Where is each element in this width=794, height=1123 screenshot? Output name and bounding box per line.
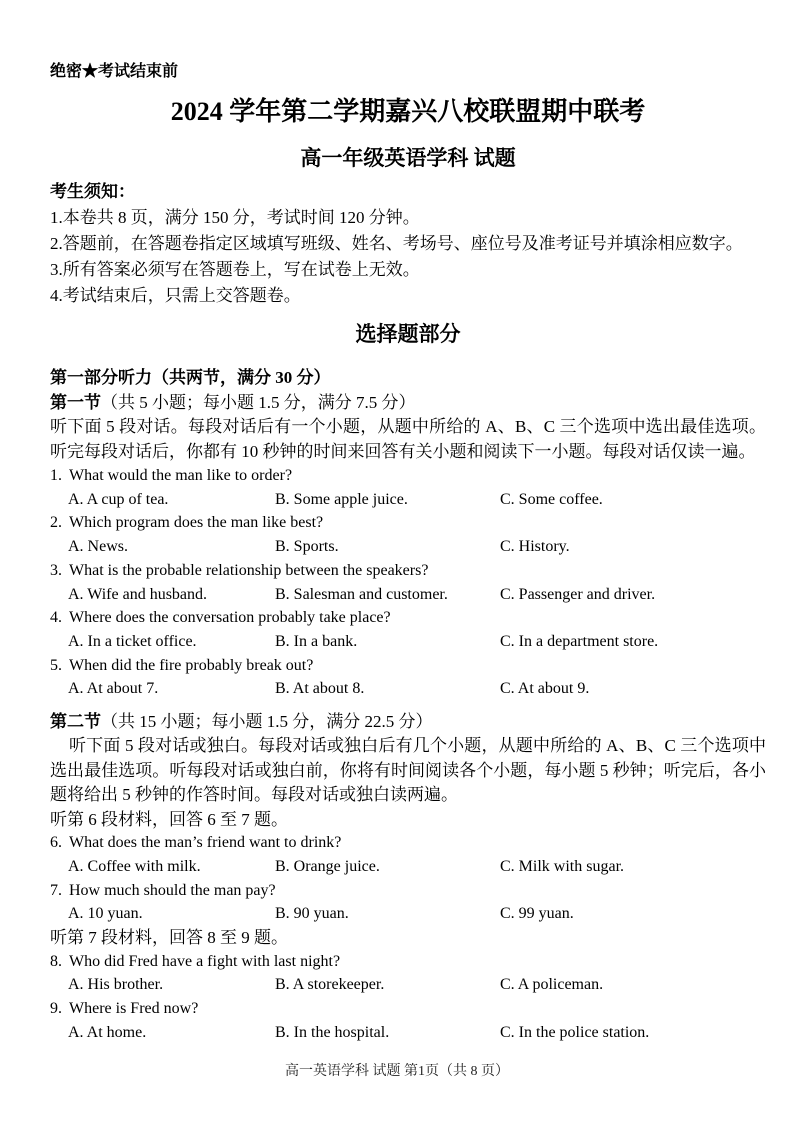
- question-7: [50, 879, 766, 926]
- question-7-option-b: B. 90 yuan.: [275, 905, 349, 923]
- question-5-text: When did the fire probably break out?: [69, 656, 314, 674]
- question-4-option-c: C. In a department store.: [500, 632, 659, 650]
- question-1-option-b: B. Some apple juice.: [275, 490, 408, 508]
- question-8-number: 8.: [50, 952, 62, 970]
- question-3: [50, 559, 766, 606]
- question-9-option-c: C. In the police station.: [500, 1023, 650, 1041]
- question-9-options: [50, 1021, 766, 1045]
- question-5-line: [50, 654, 766, 678]
- question-9-number: 9.: [50, 1000, 62, 1018]
- question-9: [50, 997, 766, 1044]
- question-5-option-b: B. At about 8.: [275, 680, 365, 698]
- material-note-7: 听第 7 段材料，回答 8 至 9 题。: [50, 928, 288, 948]
- question-8-text: Who did Fred have a fight with last night?: [69, 952, 341, 970]
- section1-label-detail: （共 5 小题；每小题 1.5 分，满分 7.5 分）: [101, 393, 416, 412]
- question-4-line: [50, 606, 766, 630]
- question-1-text: What would the man like to order?: [69, 467, 293, 484]
- question-2-number: 2.: [50, 514, 62, 532]
- question-3-option-a: A. Wife and husband.: [68, 585, 208, 603]
- question-4: [50, 606, 766, 653]
- question-2-option-a: A. News.: [68, 538, 128, 556]
- question-4-option-a: A. In a ticket office.: [68, 632, 197, 650]
- notice-item-4: 4.考试结束后，只需上交答题卷。: [50, 286, 301, 305]
- question-7-option-c: C. 99 yuan.: [500, 905, 574, 923]
- question-2-option-c: C. History.: [500, 538, 570, 556]
- question-2-line: [50, 511, 766, 535]
- question-9-line: [50, 997, 766, 1021]
- question-2-option-b: B. Sports.: [275, 538, 339, 556]
- question-6: [50, 831, 766, 878]
- notice-heading: 考生须知：: [50, 182, 135, 201]
- notice-item-3: 3.所有答案必须写在答题卷上，写在试卷上无效。: [50, 260, 420, 279]
- question-5-options: [50, 677, 766, 701]
- question-8-options: [50, 973, 766, 997]
- question-6-number: 6.: [50, 834, 62, 852]
- secrecy-label: 绝密★考试结束前: [50, 63, 179, 80]
- part1-heading: 第一部分听力（共两节，满分 30 分）: [50, 368, 331, 387]
- notice-item-1: 1.本卷共 8 页，满分 150 分，考试时间 120 分钟。: [50, 208, 420, 227]
- exam-subtitle: 高一年级英语学科 试题: [300, 146, 516, 170]
- question-7-options: [50, 902, 766, 926]
- section1-instructions: 听下面 5 段对话。每段对话后有一个小题，从题中所给的 A、B、C 三个选项中选出最佳选项。听完每段对话后，你都有 10 秒钟的时间来回答有关小题和阅读下一小题。每段对话仅读一遍。: [50, 417, 766, 461]
- candidate-notice: [50, 179, 766, 309]
- question-5-option-c: C. At about 9.: [500, 680, 590, 698]
- question-6-line: [50, 831, 766, 855]
- question-8: [50, 950, 766, 997]
- section1-label: 第一节: [50, 393, 101, 412]
- question-1-option-a: A. A cup of tea.: [68, 490, 169, 508]
- question-2: [50, 511, 766, 558]
- question-3-option-b: B. Salesman and customer.: [275, 585, 448, 603]
- exam-title: 2024 学年第二学期嘉兴八校联盟期中联考: [170, 97, 646, 126]
- question-3-text: What is the probable relationship between the speakers?: [69, 561, 429, 579]
- question-4-option-b: B. In a bank.: [275, 632, 358, 650]
- question-6-text: What does the man’s friend want to drink?: [69, 834, 342, 852]
- page-footer: 高一英语学科 试题 第1页（共 8 页）: [285, 1064, 509, 1079]
- question-4-number: 4.: [50, 609, 62, 627]
- question-8-option-c: C. A policeman.: [500, 976, 604, 994]
- question-5-option-a: A. At about 7.: [68, 680, 159, 698]
- question-3-options: [50, 583, 766, 607]
- question-1-line: [50, 464, 766, 488]
- question-6-option-b: B. Orange juice.: [275, 857, 380, 875]
- question-6-options: [50, 855, 766, 879]
- question-2-options: [50, 535, 766, 559]
- question-6-option-a: A. Coffee with milk.: [68, 857, 201, 875]
- question-9-option-a: A. At home.: [68, 1023, 147, 1041]
- question-9-option-b: B. In the hospital.: [275, 1023, 390, 1041]
- section2-label-detail: （共 15 小题；每小题 1.5 分，满分 22.5 分）: [101, 712, 433, 732]
- question-1: [50, 464, 766, 511]
- question-4-text: Where does the conversation probably take place?: [69, 609, 391, 627]
- question-7-number: 7.: [50, 881, 62, 899]
- question-3-number: 3.: [50, 561, 62, 579]
- material-note-6: 听第 6 段材料，回答 6 至 7 题。: [50, 809, 288, 829]
- question-7-option-a: A. 10 yuan.: [68, 905, 143, 923]
- question-3-option-c: C. Passenger and driver.: [500, 585, 656, 603]
- question-5: [50, 654, 766, 701]
- question-8-option-b: B. A storekeeper.: [275, 976, 385, 994]
- section1-heading: [50, 390, 766, 415]
- section2-instructions: 听下面 5 段对话或独白。每段对话或独白后有几个小题，从题中所给的 A、B、C 三个选项中选出最佳选项。听每段对话或独白前，你将有时间阅读各个小题，每小题 5 秒钟；听完后，各小题将给出 5 秒钟的作答时间。每段对话或独白读两遍。: [50, 736, 766, 805]
- question-1-number: 1.: [50, 467, 62, 484]
- question-4-options: [50, 630, 766, 654]
- question-9-text: Where is Fred now?: [69, 1000, 199, 1018]
- question-1-options: [50, 488, 766, 512]
- choice-section-heading: 选择题部分: [355, 322, 461, 346]
- section2-label: 第二节: [50, 712, 101, 732]
- question-1-option-c: C. Some coffee.: [500, 490, 603, 508]
- question-7-text: How much should the man pay?: [69, 881, 276, 899]
- question-2-text: Which program does the man like best?: [69, 514, 324, 532]
- question-5-number: 5.: [50, 656, 62, 674]
- section2-heading: [50, 709, 766, 734]
- question-6-option-c: C. Milk with sugar.: [500, 857, 625, 875]
- question-8-line: [50, 950, 766, 974]
- question-3-line: [50, 559, 766, 583]
- notice-item-2: 2.答题前，在答题卷指定区域填写班级、姓名、考场号、座位号及准考证号并填涂相应数字。: [50, 234, 743, 253]
- question-8-option-a: A. His brother.: [68, 976, 164, 994]
- question-7-line: [50, 879, 766, 903]
